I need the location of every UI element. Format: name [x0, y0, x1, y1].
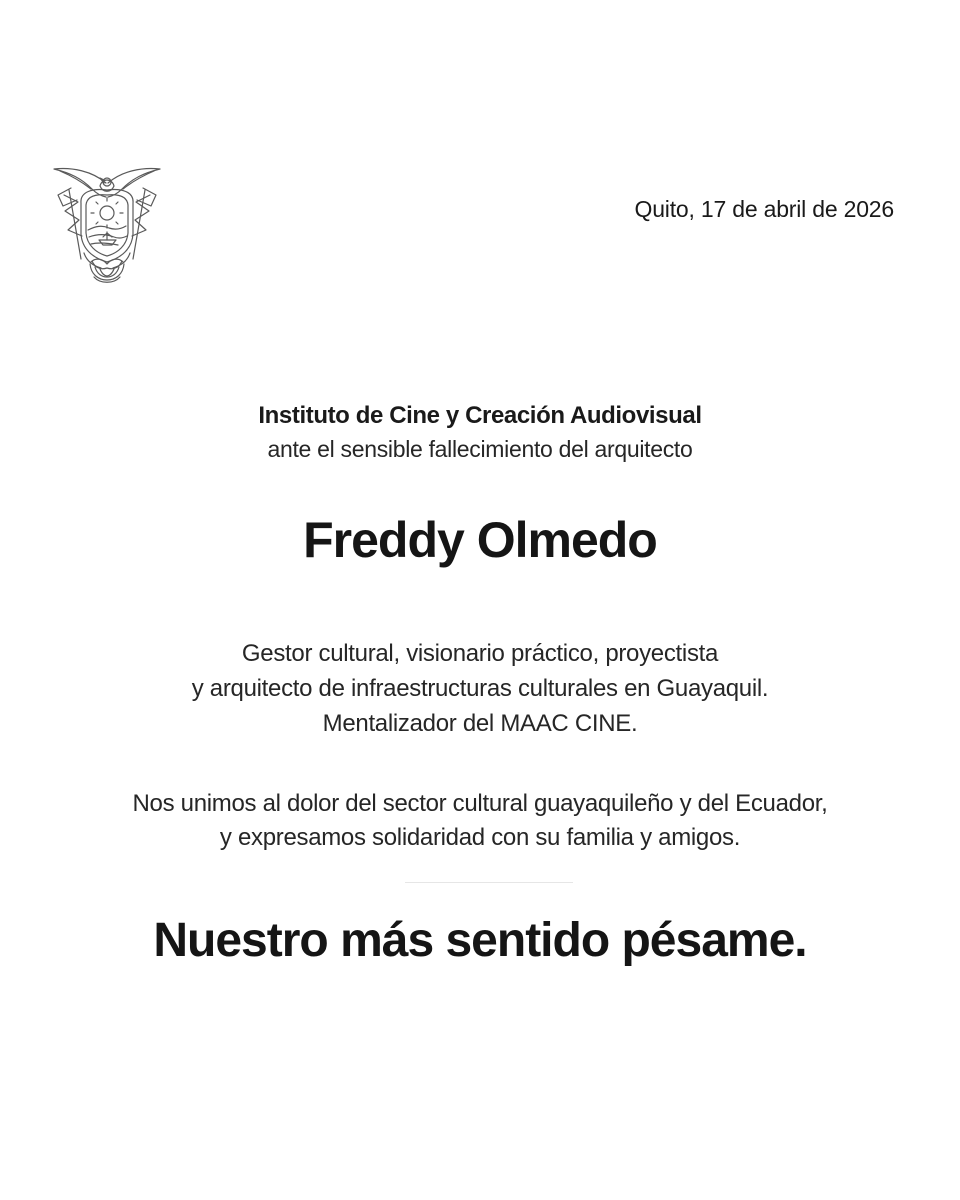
section-divider: [405, 882, 573, 883]
message-line: y expresamos solidaridad con su familia y amigos.: [219, 824, 741, 851]
biography-line: Mentalizador del MAAC CINE.: [322, 710, 638, 737]
solidarity-message: [0, 787, 960, 855]
ecuador-coat-of-arms-icon: [48, 158, 166, 288]
biography: [0, 636, 960, 741]
institution-name: Instituto de Cine y Creación Audiovisual: [258, 402, 702, 429]
biography-line: Gestor cultural, visionario práctico, proyectista: [241, 640, 719, 667]
notice-intro: ante el sensible fallecimiento del arquitecto: [267, 436, 693, 462]
condolence-message: Nuestro más sentido pésame.: [153, 914, 807, 967]
document-date: Quito, 17 de abril de 2026: [634, 196, 894, 222]
deceased-name: Freddy Olmedo: [303, 512, 657, 568]
message-line: Nos unimos al dolor del sector cultural guayaquileño y del Ecuador,: [132, 790, 828, 817]
biography-line: y arquitecto de infraestructuras culturales en Guayaquil.: [191, 675, 769, 702]
